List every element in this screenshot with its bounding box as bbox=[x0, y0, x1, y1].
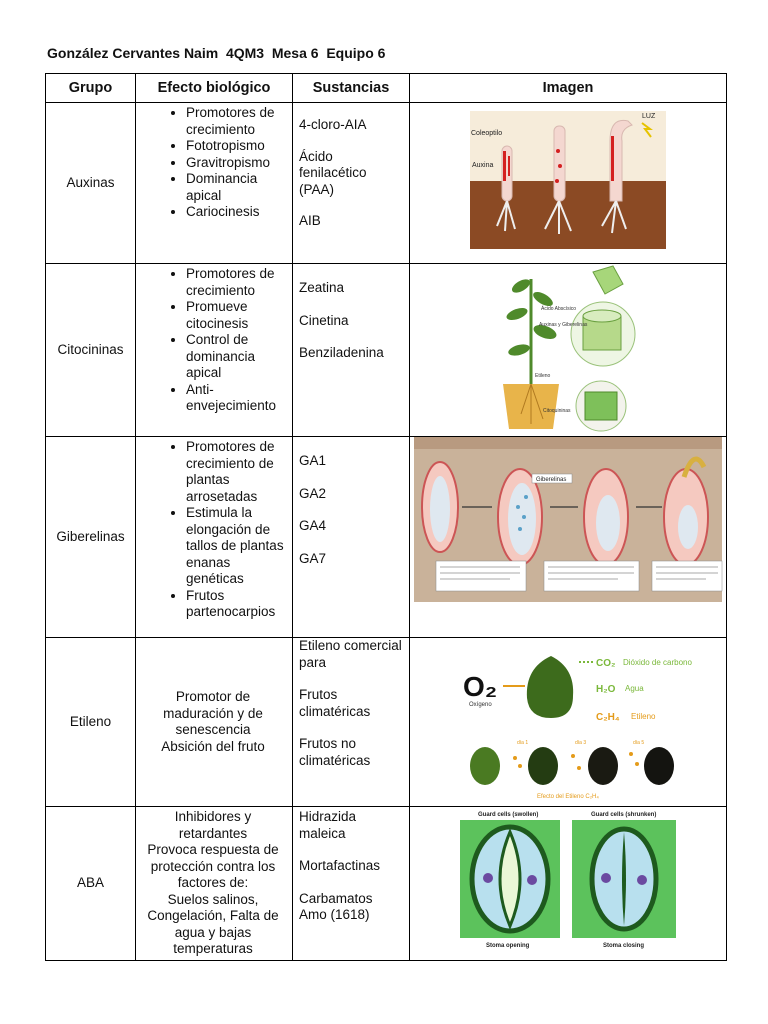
column-header-grupo: Grupo bbox=[46, 74, 136, 103]
label-giberelinas: Giberelinas bbox=[536, 477, 567, 483]
column-header-sustancias: Sustancias bbox=[293, 74, 410, 103]
label-co2-name: Dióxido de carbono bbox=[623, 658, 692, 667]
efecto-line: senescencia bbox=[175, 722, 251, 737]
sustancia-item: 4-cloro-AIA bbox=[299, 117, 367, 132]
sustancia-item: Mortafactinas bbox=[299, 858, 381, 873]
efecto-cell bbox=[136, 103, 293, 264]
image-cell bbox=[410, 103, 727, 264]
sustancia-item: Frutos climatéricas bbox=[299, 687, 371, 719]
sustancias-cell bbox=[293, 807, 410, 961]
sustancias-cell bbox=[293, 437, 410, 638]
label-guard-cells-shrunken: Guard cells (shrunken) bbox=[591, 812, 657, 818]
list-item: • Promotores de crecimiento bbox=[186, 266, 288, 299]
table-row-citocininas bbox=[46, 264, 727, 437]
label-etileno-name: Etileno bbox=[631, 712, 656, 721]
efecto-line: agua y bajas bbox=[174, 924, 252, 940]
table-row-etileno bbox=[46, 638, 727, 807]
sustancia-item: Benziladenina bbox=[299, 345, 384, 360]
sustancia-item: GA1 bbox=[299, 453, 327, 468]
efecto-cell bbox=[136, 807, 293, 961]
list-item: • Anti-envejecimiento bbox=[186, 382, 288, 415]
label-c2h4: C₂H₄ bbox=[596, 712, 620, 723]
grupo-cell: Giberelinas bbox=[46, 437, 136, 638]
grupo-cell: ABA bbox=[46, 807, 136, 961]
sustancia-item: Zeatina bbox=[299, 280, 345, 295]
column-header-imagen: Imagen bbox=[410, 74, 727, 103]
efecto-cell bbox=[136, 264, 293, 437]
list-item: • Promueve citocinesis bbox=[186, 299, 288, 332]
table-row-aba bbox=[46, 807, 727, 961]
efecto-line: Promotor de bbox=[175, 689, 251, 704]
cytokinin-illustration bbox=[493, 264, 643, 436]
sustancia-item: Hidrazida maleica bbox=[299, 809, 357, 841]
efecto-cell bbox=[136, 437, 293, 638]
sustancia-item: Cinetina bbox=[299, 312, 349, 328]
label-stoma-opening: Stoma opening bbox=[486, 943, 530, 949]
grupo-cell: Auxinas bbox=[46, 103, 136, 264]
image-cell bbox=[410, 437, 727, 638]
sustancias-cell bbox=[293, 103, 410, 264]
list-item: • Promotores de crecimiento bbox=[186, 105, 288, 138]
ethylene-illustration bbox=[455, 638, 692, 806]
label-oxigeno: Oxígeno bbox=[469, 702, 492, 708]
list-item: • Control de dominancia apical bbox=[186, 332, 288, 382]
efecto-line: Absición del fruto bbox=[161, 738, 265, 754]
sustancia-item: Carbamatos Amo (1618) bbox=[299, 890, 373, 922]
list-item: • Gravitropismo bbox=[186, 155, 288, 172]
label-guard-cells-swollen: Guard cells (swollen) bbox=[478, 812, 539, 818]
list-item: • Promotores de crecimiento de plantas arrosetadas bbox=[186, 439, 288, 505]
sustancia-item: Etileno comercial para bbox=[299, 638, 402, 670]
label-stoma-closing: Stoma closing bbox=[603, 943, 645, 949]
label-etileno: Etileno bbox=[535, 373, 551, 379]
label-dia5: día 5 bbox=[633, 740, 645, 746]
aba-stomata-illustration bbox=[458, 808, 678, 950]
sustancia-item: GA2 bbox=[299, 485, 327, 501]
label-luz: LUZ bbox=[642, 113, 656, 120]
label-auxinas-giberelinas: Auxinas y Giberelinas bbox=[539, 322, 588, 328]
list-item: • Fototropismo bbox=[186, 138, 288, 155]
phytohormone-table bbox=[45, 73, 727, 961]
image-cell bbox=[410, 638, 727, 807]
efecto-line: temperaturas bbox=[173, 941, 253, 956]
efecto-line: factores de: bbox=[177, 875, 249, 890]
label-coleoptilo: Coleoptilo bbox=[471, 130, 503, 137]
grupo-cell: Citocininas bbox=[46, 264, 136, 437]
efecto-line: Congelación, Falta de bbox=[147, 908, 279, 923]
table-row-giberelinas bbox=[46, 437, 727, 638]
efecto-cell bbox=[136, 638, 293, 807]
efecto-line: Provoca respuesta de bbox=[147, 842, 279, 857]
label-agua: Agua bbox=[625, 684, 644, 693]
list-item: • Frutos partenocarpios bbox=[186, 588, 288, 621]
image-cell bbox=[410, 264, 727, 437]
list-item: • Cariocinesis bbox=[186, 204, 288, 221]
gibberellin-illustration bbox=[414, 437, 722, 602]
efecto-line: retardantes bbox=[178, 825, 248, 841]
efecto-line: maduración y de bbox=[163, 705, 263, 721]
label-citoquininas: Citoquininas bbox=[543, 408, 571, 414]
label-dia1: día 1 bbox=[517, 740, 529, 746]
efecto-line: Inhibidores y bbox=[174, 809, 252, 824]
table-row-auxinas bbox=[46, 103, 727, 264]
list-item: • Dominancia apical bbox=[186, 171, 288, 204]
sustancia-item: AIB bbox=[299, 213, 321, 228]
label-dia3: día 3 bbox=[575, 740, 587, 746]
label-efecto-etileno: Efecto del Etileno C₂H₄ bbox=[537, 794, 599, 800]
label-o2: O₂ bbox=[463, 671, 498, 702]
efecto-line: protección contra los bbox=[150, 858, 276, 874]
sustancia-item: GA4 bbox=[299, 518, 327, 533]
list-item: • Estimula la elongación de tallos de plantas enanas genéticas bbox=[186, 505, 288, 588]
image-cell bbox=[410, 807, 727, 961]
sustancia-item: Ácido fenilacético (PAA) bbox=[299, 148, 367, 197]
column-header-efecto: Efecto biológico bbox=[136, 74, 293, 103]
label-h2o: H₂O bbox=[596, 684, 616, 695]
sustancia-item: Frutos no climatéricas bbox=[299, 736, 371, 768]
document-header: González Cervantes Naim 4QM3 Mesa 6 Equipo 6 bbox=[47, 45, 386, 61]
sustancias-cell bbox=[293, 638, 410, 807]
table-header-row bbox=[46, 74, 727, 103]
sustancias-cell bbox=[293, 264, 410, 437]
sustancia-item: GA7 bbox=[299, 550, 327, 566]
label-acido-abscisico: Ácido Abscísico bbox=[541, 306, 577, 312]
efecto-line: Suelos salinos, bbox=[167, 891, 259, 907]
auxin-illustration bbox=[470, 111, 666, 249]
grupo-cell: Etileno bbox=[46, 638, 136, 807]
label-co2: CO₂ bbox=[596, 658, 616, 669]
label-auxina: Auxina bbox=[472, 162, 494, 169]
